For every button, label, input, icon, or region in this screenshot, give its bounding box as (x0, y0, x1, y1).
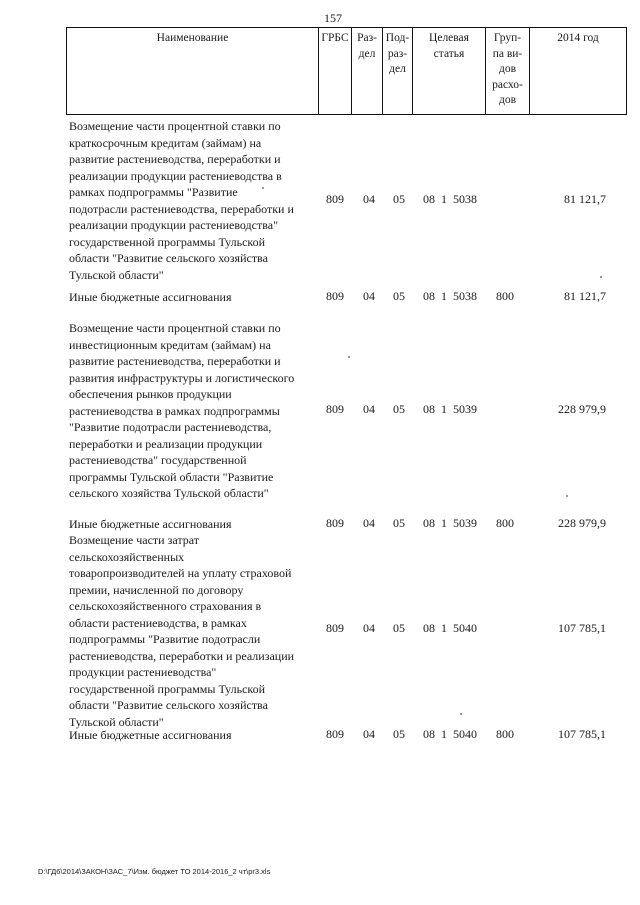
row-grbs: 809 (326, 289, 344, 303)
row-razdel: 04 (363, 289, 375, 303)
row-target-article: 08 1 5039 (423, 516, 477, 530)
row-podrazdel: 05 (393, 621, 405, 635)
row-razdel: 04 (363, 516, 375, 530)
header-expense-group: Груп- па ви- дов расхо- дов (485, 28, 529, 114)
row-razdel: 04 (363, 727, 375, 741)
row-description: Иные бюджетные ассигнования (69, 290, 232, 304)
row-podrazdel: 05 (393, 402, 405, 416)
row-grbs: 809 (326, 727, 344, 741)
row-target-article: 08 1 5040 (423, 621, 477, 635)
header-grbs: ГРБС (318, 28, 351, 114)
header-year-2014: 2014 год (529, 28, 626, 114)
row-podrazdel: 05 (393, 516, 405, 530)
row-expense-group: 800 (496, 289, 514, 303)
page-number: 157 (324, 11, 342, 25)
row-grbs: 809 (326, 402, 344, 416)
row-target-article: 08 1 5039 (423, 402, 477, 416)
row-grbs: 809 (326, 621, 344, 635)
row-razdel: 04 (363, 402, 375, 416)
table-header (66, 27, 627, 115)
scan-speck (348, 356, 350, 358)
row-amount: 81 121,7 (564, 192, 606, 206)
row-target-article: 08 1 5038 (423, 192, 477, 206)
row-grbs: 809 (326, 192, 344, 206)
row-description: Возмещение части процентной ставки по инвестиционным кредитам (займам) на развитие растениеводства, переработки и развития инфраструктуры и логистического обеспечения рынков продукции растениеводства в рамках подпрограммы "Развитие подотрасли растениеводства, переработки и реализации продукции растениеводства" государственной программы Тульской области "Развитие сельского хозяйства Тульской области" (69, 321, 295, 500)
row-description: Иные бюджетные ассигнования (69, 728, 232, 742)
row-expense-group: 800 (496, 516, 514, 530)
row-razdel: 04 (363, 621, 375, 635)
file-path-footer: D:\ГД6\2014\ЗАКОН\ЗАС_7\Изм. бюджет ТО 2014-2016_2 чт\pr3.xls (38, 867, 271, 876)
row-amount: 107 785,1 (558, 621, 606, 635)
scan-speck (566, 495, 568, 497)
row-amount: 228 979,9 (558, 402, 606, 416)
header-razdel: Раз- дел (351, 28, 382, 114)
row-description: Возмещение части процентной ставки по краткосрочным кредитам (займам) на развитие растениеводства, переработки и реализации продукции растениеводства в рамках подпрограммы "Развитие подотрасли растениеводства, переработки и реализации продукции растениеводства" государственной программы Тульской области "Развитие сельского хозяйства Тульской области" (69, 119, 294, 282)
scan-speck (600, 276, 602, 278)
row-expense-group: 800 (496, 727, 514, 741)
header-target-article: Целевая статья (412, 28, 485, 114)
row-podrazdel: 05 (393, 727, 405, 741)
scan-speck (262, 187, 264, 189)
header-podrazdel: Под- раз- дел (382, 28, 412, 114)
row-target-article: 08 1 5040 (423, 727, 477, 741)
row-amount: 107 785,1 (558, 727, 606, 741)
row-razdel: 04 (363, 192, 375, 206)
row-description: Возмещение части затрат сельскохозяйственных товаропроизводителей на уплату страховой премии, начисленной по договору сельскохозяйственного страхования в области растениеводства, в рамках подпрограммы "Развитие подотрасли растениеводства, переработки и реализации продукции растениеводства" государственной программы Тульской области "Развитие сельского хозяйства Тульской области" (69, 533, 295, 729)
row-podrazdel: 05 (393, 289, 405, 303)
row-amount: 81 121,7 (564, 289, 606, 303)
row-amount: 228 979,9 (558, 516, 606, 530)
row-target-article: 08 1 5038 (423, 289, 477, 303)
scan-speck (460, 713, 462, 715)
row-description: Иные бюджетные ассигнования (69, 517, 232, 531)
row-grbs: 809 (326, 516, 344, 530)
header-name: Наименование (156, 32, 229, 44)
row-podrazdel: 05 (393, 192, 405, 206)
